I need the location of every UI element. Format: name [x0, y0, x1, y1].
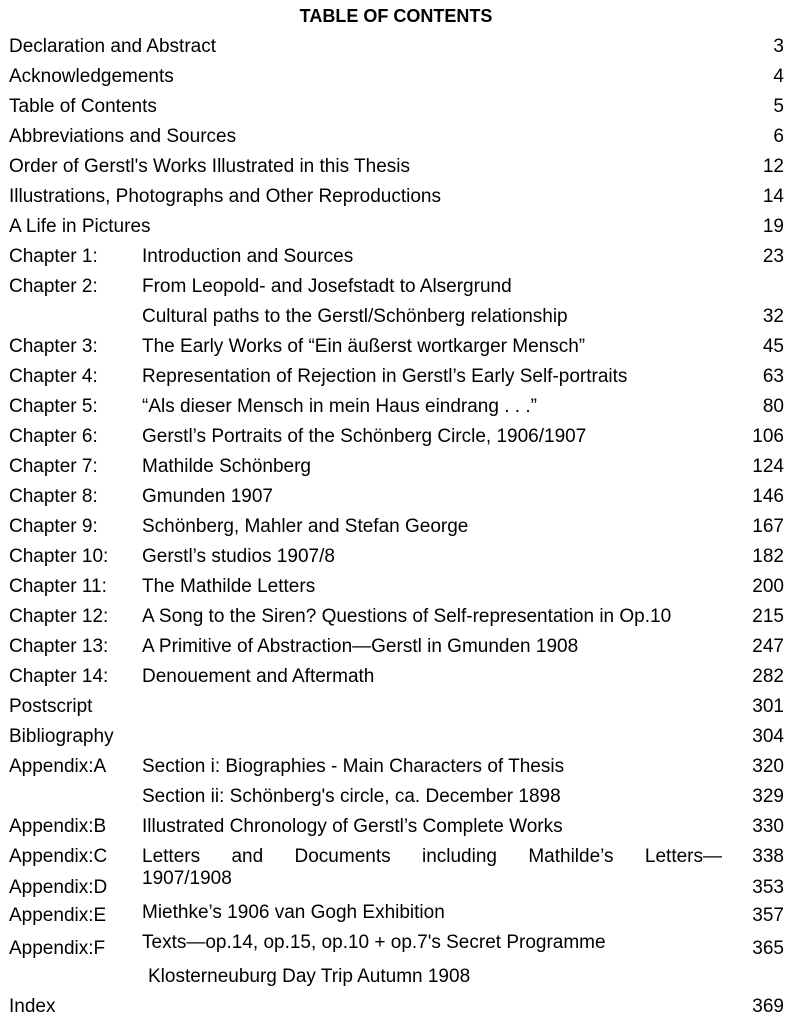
toc-entry-chapter-5[interactable] — [0, 392, 792, 422]
toc-entry-appendix-a-section-2[interactable] — [0, 782, 792, 812]
chapter-label: Chapter 11: — [9, 576, 107, 597]
chapter-page: 146 — [752, 486, 784, 507]
toc-entry-chapter-14[interactable] — [0, 662, 792, 692]
chapter-subtitle: Cultural paths to the Gerstl/Schönberg relationship — [142, 306, 568, 327]
chapter-label: Chapter 4: — [9, 366, 98, 387]
chapter-page: 124 — [752, 456, 784, 477]
entry-page: 304 — [752, 726, 784, 747]
toc-entry-chapter-12[interactable] — [0, 602, 792, 632]
entry-title: A Life in Pictures — [9, 216, 151, 237]
toc-entry-chapter-7[interactable] — [0, 452, 792, 482]
entry-page: 6 — [773, 126, 784, 147]
entry-page: 14 — [762, 186, 784, 207]
appendix-title: Section ii: Schönberg's circle, ca. December 1898 — [142, 786, 561, 807]
toc-entry-appendix-d[interactable] — [0, 868, 792, 898]
toc-entry-chapter-3[interactable] — [0, 332, 792, 362]
appendix-label: Appendix:A — [9, 756, 107, 777]
appendix-title: Texts—op.14, op.15, op.10 + op.7's Secret Programme — [142, 932, 606, 953]
toc-entry-appendix-a[interactable] — [0, 752, 792, 782]
appendix-title: Letters and Documents including Mathilde’s Letters— — [142, 846, 722, 867]
entry-page: 301 — [752, 696, 784, 717]
chapter-page: 80 — [762, 396, 784, 417]
toc-entry-appendix-e[interactable] — [0, 898, 792, 928]
entry-title: Index — [9, 996, 56, 1017]
chapter-title: Gmunden 1907 — [142, 486, 273, 507]
toc-entry-appendix-c[interactable] — [0, 842, 792, 872]
chapter-label: Chapter 2: — [9, 276, 98, 297]
appendix-label: Appendix:D — [9, 877, 108, 898]
toc-entry-chapter-6[interactable] — [0, 422, 792, 452]
appendix-title: Illustrated Chronology of Gerstl’s Complete Works — [142, 816, 563, 837]
toc-entry-index[interactable] — [0, 992, 792, 1022]
chapter-title: A Primitive of Abstraction—Gerstl in Gmunden 1908 — [142, 636, 579, 657]
chapter-page: 215 — [752, 606, 784, 627]
toc-entry-declaration[interactable] — [0, 32, 792, 62]
chapter-label: Chapter 3: — [9, 336, 98, 357]
appendix-page: 338 — [752, 846, 784, 867]
toc-entry-life-in-pictures[interactable] — [0, 212, 792, 242]
toc-entry-chapter-2-subtitle[interactable] — [0, 302, 792, 332]
toc-entry-chapter-2[interactable] — [0, 272, 792, 302]
toc-entry-postscript[interactable] — [0, 692, 792, 722]
chapter-page: 106 — [752, 426, 784, 447]
chapter-label: Chapter 13: — [9, 636, 109, 657]
chapter-label: Chapter 14: — [9, 666, 109, 687]
toc-entry-table-of-contents[interactable] — [0, 92, 792, 122]
appendix-page: 320 — [752, 756, 784, 777]
chapter-page: 32 — [762, 306, 784, 327]
toc-entry-chapter-4[interactable] — [0, 362, 792, 392]
page-title: TABLE OF CONTENTS — [299, 6, 493, 26]
chapter-label: Chapter 8: — [9, 486, 98, 507]
entry-page: 3 — [773, 36, 784, 57]
chapter-label: Chapter 12: — [9, 606, 109, 627]
appendix-subtitle: Klosterneuburg Day Trip Autumn 1908 — [148, 966, 471, 987]
chapter-label: Chapter 10: — [9, 546, 109, 567]
chapter-title: Denouement and Aftermath — [142, 666, 375, 687]
toc-entry-chapter-13[interactable] — [0, 632, 792, 662]
chapter-page: 45 — [762, 336, 784, 357]
toc-entry-chapter-10[interactable] — [0, 542, 792, 572]
toc-entry-appendix-f-subtitle[interactable] — [0, 958, 792, 992]
appendix-label: Appendix:C — [9, 846, 108, 867]
entry-page: 12 — [762, 156, 784, 177]
entry-title: Declaration and Abstract — [9, 36, 217, 57]
toc-entry-appendix-b[interactable] — [0, 812, 792, 842]
toc-entry-chapter-8[interactable] — [0, 482, 792, 512]
chapter-label: Chapter 9: — [9, 516, 98, 537]
appendix-page: 365 — [752, 938, 784, 959]
appendix-page: 329 — [752, 786, 784, 807]
chapter-page: 282 — [752, 666, 784, 687]
chapter-page: 23 — [762, 246, 784, 267]
table-of-contents — [0, 32, 792, 1022]
entry-title: Order of Gerstl's Works Illustrated in this Thesis — [9, 156, 410, 177]
chapter-title: Gerstl’s Portraits of the Schönberg Circle, 1906/1907 — [142, 426, 587, 447]
entry-title: Illustrations, Photographs and Other Reproductions — [9, 186, 441, 207]
toc-entry-chapter-11[interactable] — [0, 572, 792, 602]
toc-entry-appendix-f[interactable] — [0, 928, 792, 958]
appendix-label: Appendix:B — [9, 816, 107, 837]
chapter-title: Gerstl’s studios 1907/8 — [142, 546, 335, 567]
toc-entry-acknowledgements[interactable] — [0, 62, 792, 92]
chapter-label: Chapter 1: — [9, 246, 98, 267]
chapter-title: Schönberg, Mahler and Stefan George — [142, 516, 469, 537]
appendix-page: 330 — [752, 816, 784, 837]
chapter-label: Chapter 5: — [9, 396, 98, 417]
appendix-page: 353 — [752, 877, 784, 898]
chapter-title: The Mathilde Letters — [142, 576, 316, 597]
chapter-title: A Song to the Siren? Questions of Self-representation in Op.10 — [142, 606, 672, 627]
toc-entry-order-of-works[interactable] — [0, 152, 792, 182]
toc-entry-abbreviations[interactable] — [0, 122, 792, 152]
toc-entry-chapter-1[interactable] — [0, 242, 792, 272]
appendix-title: Miethke’s 1906 van Gogh Exhibition — [142, 902, 445, 923]
chapter-title: Representation of Rejection in Gerstl’s Early Self-portraits — [142, 366, 628, 387]
entry-title: Postscript — [9, 696, 93, 717]
toc-entry-chapter-9[interactable] — [0, 512, 792, 542]
entry-page: 5 — [773, 96, 784, 117]
chapter-page: 247 — [752, 636, 784, 657]
entry-page: 4 — [773, 66, 784, 87]
entry-page: 19 — [762, 216, 784, 237]
chapter-label: Chapter 7: — [9, 456, 98, 477]
chapter-page: 63 — [762, 366, 784, 387]
appendix-label: Appendix:E — [9, 905, 107, 926]
toc-entry-bibliography[interactable] — [0, 722, 792, 752]
toc-entry-illustrations[interactable] — [0, 182, 792, 212]
chapter-title: Introduction and Sources — [142, 246, 354, 267]
chapter-title: Mathilde Schönberg — [142, 456, 311, 477]
chapter-page: 200 — [752, 576, 784, 597]
appendix-page: 357 — [752, 905, 784, 926]
entry-page: 369 — [752, 996, 784, 1017]
chapter-title: From Leopold- and Josefstadt to Alsergrund — [142, 276, 512, 297]
entry-title: Bibliography — [9, 726, 114, 747]
appendix-title: Section i: Biographies - Main Characters of Thesis — [142, 756, 565, 777]
appendix-label: Appendix:F — [9, 938, 106, 959]
chapter-title: The Early Works of “Ein äußerst wortkarger Mensch” — [142, 336, 586, 357]
entry-title: Acknowledgements — [9, 66, 174, 87]
appendix-title-continued: 1907/1908 — [142, 868, 232, 889]
chapter-label: Chapter 6: — [9, 426, 98, 447]
chapter-page: 182 — [752, 546, 784, 567]
entry-title: Table of Contents — [9, 96, 157, 117]
entry-title: Abbreviations and Sources — [9, 126, 237, 147]
chapter-title: “Als dieser Mensch in mein Haus eindrang . . .” — [142, 396, 537, 417]
chapter-page: 167 — [752, 516, 784, 537]
